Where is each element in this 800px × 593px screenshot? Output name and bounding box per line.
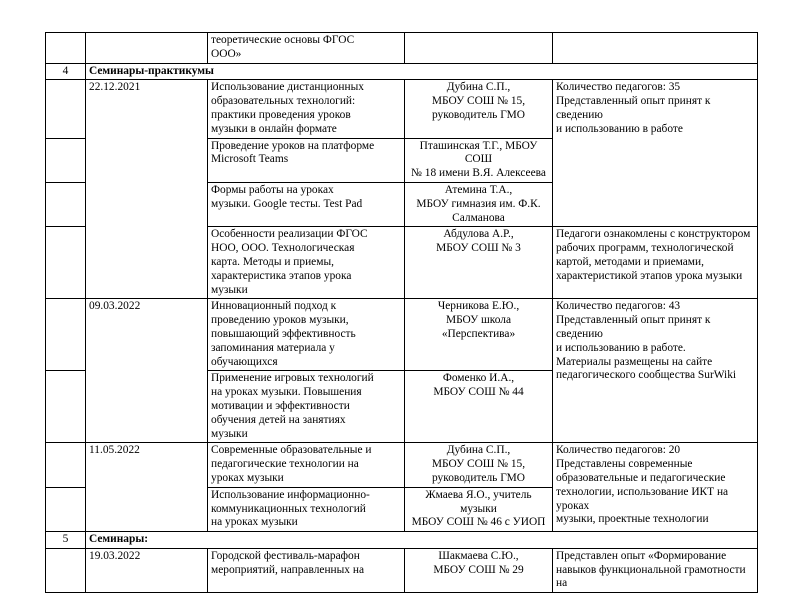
speaker-line: руководитель ГМО <box>432 471 525 484</box>
table-row <box>46 299 758 371</box>
row-speaker-cell <box>405 371 553 443</box>
date-text: 09.03.2022 <box>89 300 141 313</box>
speaker-line: Черникова Е.Ю., <box>437 300 520 313</box>
section-number-cell: 4 <box>46 63 86 80</box>
row-topic-cell <box>208 487 405 531</box>
speaker-line: Дубина С.П., <box>446 81 511 94</box>
section-title-cell: Семинары: <box>86 532 758 549</box>
topic-line: обучения детей на занятиях <box>211 413 346 426</box>
row-speaker-cell <box>405 443 553 487</box>
topic-line: характеристика этапов урока <box>211 269 352 282</box>
row-speaker-cell <box>405 138 553 182</box>
speaker-line: Абдулова А.Р., <box>443 228 514 241</box>
speaker-line: МБОУ СОШ № 3 <box>436 242 521 255</box>
row-speaker-cell <box>405 548 553 592</box>
speaker-line: Фоменко И.А., <box>442 372 515 385</box>
result-line: Представлен опыт «Формирование <box>556 549 727 562</box>
row-topic-cell <box>208 80 405 138</box>
result-line: педагогического сообщества SurWiki <box>556 369 737 382</box>
topic-line: НОО, ООО. Технологическая <box>211 242 355 255</box>
topic-line: мероприятий, направленных на <box>211 563 365 576</box>
row-speaker-cell <box>405 33 553 64</box>
result-line: и использованию в работе. <box>556 341 686 354</box>
section-number-cell: 5 <box>46 532 86 549</box>
topic-line: практики проведения уроков <box>211 108 351 121</box>
topic-line: Особенности реализации ФГОС <box>211 228 368 241</box>
speaker-line: Дубина С.П., <box>446 444 511 457</box>
topic-line: образовательных технологий: <box>211 95 356 108</box>
topic-line: педагогические технологии на <box>211 458 359 471</box>
section-title-cell: Семинары-практикумы <box>86 63 758 80</box>
row-number-cell <box>46 299 86 371</box>
topic-line: запоминания материала у <box>211 341 335 354</box>
row-date-cell <box>86 33 208 64</box>
speaker-line: № 18 имени В.Я. Алексеева <box>411 167 546 180</box>
topic-line: музыки <box>211 283 248 296</box>
topic-line: Применение игровых технологий <box>211 372 374 385</box>
row-result-cell <box>553 548 758 592</box>
topic-line: на уроках музыки <box>211 516 298 529</box>
speaker-line: МБОУ СОШ № 46 с УИОП <box>411 516 546 529</box>
row-speaker-cell <box>405 80 553 138</box>
table-row <box>46 80 758 138</box>
row-number-cell <box>46 548 86 592</box>
row-number-cell <box>46 443 86 487</box>
topic-line: ООО» <box>211 47 242 60</box>
row-number-cell <box>46 371 86 443</box>
table-row <box>46 33 758 64</box>
result-line: навыков функциональной грамотности на <box>556 563 746 590</box>
result-line: музыки, проектные технологии <box>556 513 709 526</box>
row-topic-cell <box>208 299 405 371</box>
row-number-cell <box>46 80 86 138</box>
schedule-table <box>45 32 758 593</box>
topic-line: Формы работы на уроках <box>211 183 334 196</box>
row-number-cell <box>46 227 86 299</box>
row-result-cell <box>553 80 758 227</box>
speaker-line: МБОУ СОШ № 15, <box>431 95 526 108</box>
speaker-line: МБОУ гимназия им. Ф.К. <box>416 197 541 210</box>
table-row <box>46 548 758 592</box>
speaker-line: Жмаева Я.О., учитель музыки <box>425 488 532 515</box>
result-line: Педагоги ознакомлены с конструктором <box>556 228 751 241</box>
table-row-section <box>46 532 758 549</box>
result-line: Количество педагогов: 20 <box>556 444 681 457</box>
row-number-cell <box>46 33 86 64</box>
speaker-line: МБОУ школа «Перспектива» <box>441 314 516 340</box>
row-topic-cell <box>208 548 405 592</box>
topic-line: Использование дистанционных <box>211 81 364 94</box>
speaker-line: Пташинская Т.Г., МБОУ СОШ <box>419 139 538 166</box>
speaker-line: руководитель ГМО <box>432 108 525 121</box>
topic-line: коммуникационных технологий <box>211 502 366 515</box>
result-line: Материалы размещены на сайте <box>556 355 713 368</box>
row-speaker-cell <box>405 299 553 371</box>
result-line: и использованию в работе <box>556 122 683 135</box>
row-topic-cell <box>208 138 405 182</box>
speaker-line: МБОУ СОШ № 44 <box>433 386 524 399</box>
result-line: Представлены современные <box>556 458 693 471</box>
topic-line: теоретические основы ФГОС <box>211 34 355 46</box>
topic-line: музыки в онлайн формате <box>211 122 337 135</box>
result-line: рабочих программ, технологической <box>556 242 734 255</box>
row-speaker-cell <box>405 227 553 299</box>
result-line: Количество педагогов: 35 <box>556 81 681 94</box>
row-number-cell <box>46 138 86 182</box>
topic-line: проведению уроков музыки, <box>211 314 349 327</box>
table-row <box>46 443 758 487</box>
row-speaker-cell <box>405 182 553 226</box>
row-speaker-cell <box>405 487 553 531</box>
topic-line: обучающихся <box>211 355 278 368</box>
result-line: Представленный опыт принят к сведению <box>556 95 711 121</box>
topic-line: музыки <box>211 427 248 440</box>
speaker-line: Шакмаева С.Ю., <box>438 549 519 562</box>
topic-line: мотивации и эффективности <box>211 399 350 412</box>
result-line: образовательные и педагогические <box>556 471 726 484</box>
row-number-cell <box>46 487 86 531</box>
result-line: Количество педагогов: 43 <box>556 300 681 313</box>
date-text: 11.05.2022 <box>89 444 140 457</box>
row-date-cell <box>86 299 208 443</box>
topic-line: Проведение уроков на платформе <box>211 139 375 152</box>
row-result-cell <box>553 227 758 299</box>
table-row-section <box>46 63 758 80</box>
date-text: 22.12.2021 <box>89 81 141 94</box>
row-topic-cell <box>208 33 405 64</box>
row-date-cell <box>86 443 208 532</box>
result-line: технологии, использование ИКТ на уроках <box>556 485 729 512</box>
topic-line: Использование информационно- <box>211 488 370 501</box>
speaker-line: Атемина Т.А., <box>444 183 513 196</box>
date-text: 19.03.2022 <box>89 549 141 562</box>
result-line: Представленный опыт принят к сведению <box>556 314 711 340</box>
topic-line: Современные образовательные и <box>211 444 372 457</box>
topic-line: Инновационный подход к <box>211 300 337 313</box>
speaker-line: Салманова <box>452 211 505 224</box>
row-result-cell <box>553 299 758 443</box>
row-number-cell <box>46 182 86 226</box>
row-date-cell <box>86 548 208 592</box>
speaker-line: МБОУ СОШ № 15, <box>431 458 526 471</box>
row-topic-cell <box>208 443 405 487</box>
topic-line: уроках музыки <box>211 471 284 484</box>
result-line: картой, методами и приемами, <box>556 255 704 268</box>
speaker-line: МБОУ СОШ № 29 <box>433 563 524 576</box>
topic-line: Городской фестиваль-марафон <box>211 549 360 562</box>
row-result-cell <box>553 443 758 532</box>
topic-line: музыки. Google тесты. Test Pad <box>211 197 363 210</box>
topic-line: карта. Методы и приемы, <box>211 255 334 268</box>
row-result-cell <box>553 33 758 64</box>
topic-line: повышающий эффективность <box>211 327 356 340</box>
row-topic-cell <box>208 371 405 443</box>
result-line: характеристикой этапов урока музыки <box>556 269 743 282</box>
topic-line: на уроках музыки. Повышения <box>211 386 362 399</box>
topic-line: Microsoft Teams <box>211 153 289 166</box>
row-topic-cell <box>208 182 405 226</box>
row-date-cell <box>86 80 208 299</box>
row-topic-cell <box>208 227 405 299</box>
